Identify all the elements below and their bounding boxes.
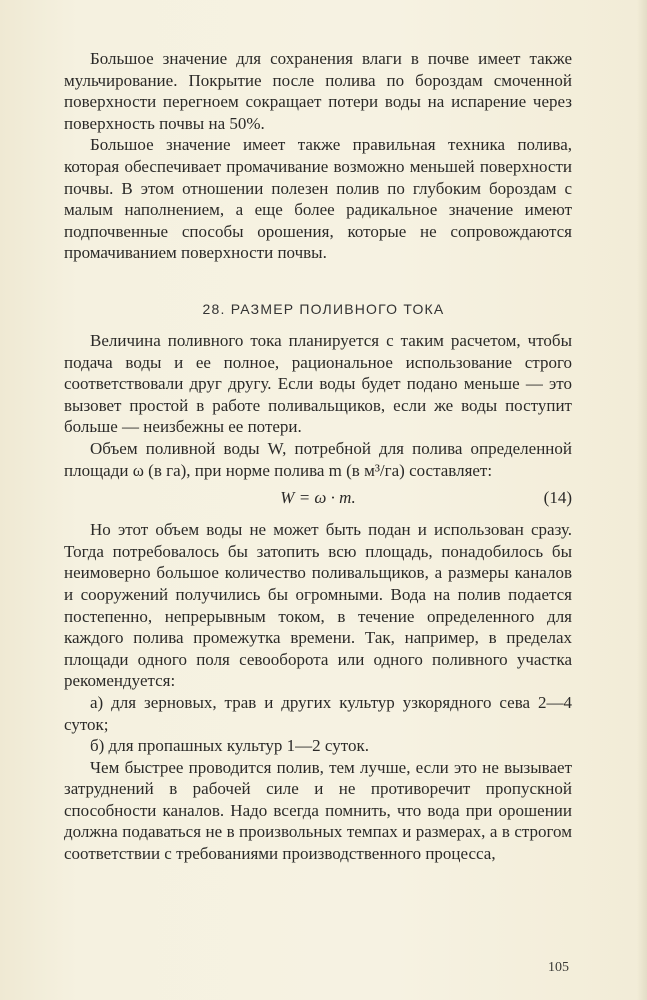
paragraph-flow-rate: Величина поливного тока планируется с таким расчетом, чтобы подача воды и ее полное, рациональное использование строго соответствовали друг другу. Если воды будет подано меньше — это вызовет простой в работе поливальщиков, если же воды поступит больше — неизбежны ее потери. bbox=[64, 331, 572, 437]
formula-expression: W = ω · m. bbox=[280, 488, 356, 508]
paragraph-water-volume: Объем поливной воды W, потребной для полива определенной площади ω (в га), при норме полива m (в м³/га) составляет: bbox=[64, 438, 572, 480]
page-edge-shadow bbox=[637, 0, 647, 1000]
paragraph-speed-of-irrigation: Чем быстрее проводится полив, тем лучше, если это не вызывает затруднений в рабочей силе и не противоречит пропускной способности каналов. Надо всегда помнить, что вода при орошении должна подаваться не в произвольных темпах и размерах, а в строгом соответствии с требованиями производственного процесса, bbox=[64, 757, 572, 864]
list-item-grain-crops: а) для зерновых, трав и других культур узкорядного сева 2—4 суток; bbox=[64, 692, 572, 734]
page-number: 105 bbox=[548, 960, 569, 975]
formula-line bbox=[64, 483, 572, 513]
formula-number: (14) bbox=[543, 488, 572, 508]
paragraph-irrigation-technique: Большое значение имеет также правильная техника полива, которая обеспечивает промачивание возможно меньшей поверхности почвы. В этом отношении полезен полив по глубоким бороздам с малым наполнением, а еще более радикальное значение имеют подпочвенные способы орошения, которые не сопровождаются промачиванием поверхности почвы. bbox=[64, 135, 572, 263]
list-item-row-crops: б) для пропашных культур 1—2 суток. bbox=[90, 736, 369, 756]
section-text-block bbox=[64, 330, 572, 865]
top-text-block bbox=[64, 48, 572, 264]
paragraph-mulching: Большое значение для сохранения влаги в почве имеет также мульчирование. Покрытие после полива по бороздам смоченной поверхности перегноем сокращает потери воды на испарение через поверхность почвы на 50%. bbox=[64, 49, 572, 133]
section-heading: 28. РАЗМЕР ПОЛИВНОГО ТОКА bbox=[202, 301, 445, 317]
paragraph-gradual-supply: Но этот объем воды не может быть подан и использован сразу. Тогда потребовалось бы затопить всю площадь, понадобилось бы неимоверно большое количество поливальщиков, а размеры каналов и сооружений получились бы огромными. Вода на полив подается постепенно, непрерывным током, в течение определенного для каждого полива промежутка времени. Так, например, в пределах площади одного поля севооборота или одного поливного участка рекомендуется: bbox=[64, 520, 572, 691]
